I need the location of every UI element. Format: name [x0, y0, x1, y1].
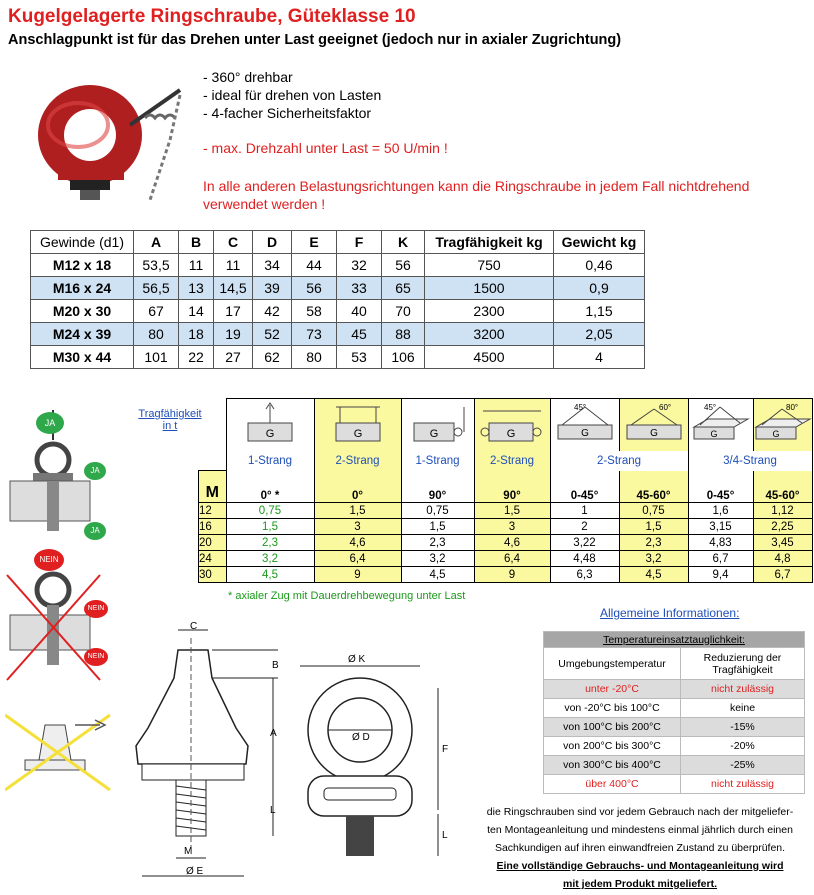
table-row: [199, 519, 813, 535]
col-header: E: [292, 231, 337, 254]
table-cell: 3,45: [753, 535, 812, 551]
table-cell: 2,3: [226, 535, 314, 551]
table-cell: 2300: [425, 300, 554, 323]
dim-d: Ø D: [352, 732, 370, 743]
table-cell: 9,4: [688, 567, 753, 583]
table-cell: 73: [292, 323, 337, 346]
table-cell: 1,5: [314, 503, 401, 519]
note-line: die Ringschrauben sind vor jedem Gebrauch nach der mitgeliefer-: [486, 806, 794, 818]
table-cell: 0,75: [401, 503, 474, 519]
table-cell: 52: [253, 323, 292, 346]
table-cell: 9: [314, 567, 401, 583]
table-row: [31, 346, 645, 369]
thread-m-label: M: [199, 471, 227, 503]
table-cell: 4,48: [550, 551, 619, 567]
col-header: F: [337, 231, 382, 254]
table-cell: M20 x 30: [31, 300, 134, 323]
capacity-link-line1: Tragfähigkeit: [138, 408, 202, 420]
direction-warning: In alle anderen Belastungsrichtungen kann die Ringschraube in jedem Fall nichtdrehend verwendet werden !: [203, 178, 750, 212]
table-row: [544, 680, 805, 699]
table-cell: 56: [382, 254, 425, 277]
angle-header: 0-45°: [688, 471, 753, 503]
temp-table-title: Temperatureinsatztauglichkeit:: [544, 632, 805, 648]
table-cell: 58: [292, 300, 337, 323]
table-cell: 1: [550, 503, 619, 519]
angle-header: 90°: [474, 471, 550, 503]
table-cell: 53: [337, 346, 382, 369]
table-cell: 40: [337, 300, 382, 323]
feature-2: - ideal für drehen von Lasten: [203, 87, 382, 103]
nein-badge: NEIN: [84, 600, 108, 618]
table-cell: 44: [292, 254, 337, 277]
capacity-link-line2: in t: [162, 420, 178, 432]
table-cell: 4,6: [314, 535, 401, 551]
table-cell: 17: [214, 300, 253, 323]
col-header: Reduzierung der Tragfähigkeit: [681, 648, 805, 680]
ring-screw-photo: [30, 50, 200, 200]
table-cell: 1,5: [226, 519, 314, 535]
table-row: [544, 737, 805, 756]
table-row: [31, 277, 645, 300]
angle-header: 90°: [401, 471, 474, 503]
table-cell: 14: [179, 300, 214, 323]
table-cell: 42: [253, 300, 292, 323]
angle-header: 0-45°: [550, 471, 619, 503]
note-line: ten Montageanleitung und mindestens einmal jährlich durch einen: [487, 824, 793, 836]
strand-label: 2-Strang: [550, 451, 688, 471]
table-cell: 2,25: [753, 519, 812, 535]
feature-3: - 4-facher Sicherheitsfaktor: [203, 105, 372, 121]
table-cell: 6,4: [314, 551, 401, 567]
angle-header: 0° *: [226, 471, 314, 503]
note-line: Sachkundigen auf ihren einwandfreien Zustand zu überprüfen.: [494, 842, 786, 854]
quad-45-icon: [690, 401, 752, 445]
dim-e: Ø E: [186, 866, 204, 877]
table-cell: 67: [134, 300, 179, 323]
table-cell: 53,5: [134, 254, 179, 277]
feature-1: - 360° drehbar: [203, 69, 293, 85]
table-cell: 18: [179, 323, 214, 346]
sling-icon-cell: [474, 399, 550, 451]
table-cell: 9: [474, 567, 550, 583]
table-cell: 22: [179, 346, 214, 369]
table-row: [199, 535, 813, 551]
table-cell: 2,3: [619, 535, 688, 551]
table-cell: 27: [214, 346, 253, 369]
table-cell: 14,5: [214, 277, 253, 300]
dim-a: A: [270, 728, 277, 739]
sling-icon-cell: [401, 399, 474, 451]
angle-header: 45-60°: [619, 471, 688, 503]
table-cell: 1,5: [474, 503, 550, 519]
table-cell: 4,5: [226, 567, 314, 583]
angle-header: 0°: [314, 471, 401, 503]
table-cell: 1500: [425, 277, 554, 300]
col-header: Umgebungstemperatur: [544, 648, 681, 680]
general-info-link[interactable]: Allgemeine Informationen:: [600, 606, 740, 620]
table-cell: 45: [337, 323, 382, 346]
table-cell: M24 x 39: [31, 323, 134, 346]
table-cell: 2: [550, 519, 619, 535]
table-cell: nicht zulässig: [681, 775, 805, 794]
ja-badge: JA: [84, 522, 106, 540]
table-cell: 70: [382, 300, 425, 323]
table-row: [544, 718, 805, 737]
table-cell: 1,15: [554, 300, 645, 323]
max-speed-note: - max. Drehzahl unter Last = 50 U/min !: [203, 140, 448, 156]
svg-text:G: G: [771, 429, 780, 440]
col-header: D: [253, 231, 292, 254]
angle-label: 45°: [703, 403, 716, 413]
table-cell: -15%: [681, 718, 805, 737]
table-cell: 80: [292, 346, 337, 369]
col-header: K: [382, 231, 425, 254]
double-side-pull-icon: [479, 401, 545, 445]
table-cell: 4,8: [753, 551, 812, 567]
table-cell: 1,6: [688, 503, 753, 519]
col-header: A: [134, 231, 179, 254]
table-row: [199, 503, 813, 519]
note-line: Eine vollständige Gebrauchs- und Montageanleitung wird: [496, 860, 784, 872]
table-cell: 3,2: [401, 551, 474, 567]
table-row: [199, 567, 813, 583]
strand-label: 1-Strang: [401, 451, 474, 471]
table-cell: 3,15: [688, 519, 753, 535]
axial-footnote: * axialer Zug mit Dauerdrehbewegung unter Last: [228, 590, 466, 602]
sling-icon-cell: [753, 399, 812, 451]
table-cell: 6,7: [688, 551, 753, 567]
single-strand-icon: [240, 401, 300, 445]
table-cell: von 300°C bis 400°C: [544, 756, 681, 775]
table-cell: 13: [179, 277, 214, 300]
table-cell: 11: [214, 254, 253, 277]
table-cell: 34: [253, 254, 292, 277]
table-row: [544, 775, 805, 794]
dimensions-table: [30, 230, 645, 369]
svg-text:G: G: [580, 428, 589, 440]
table-row: [31, 323, 645, 346]
table-cell: 1,5: [401, 519, 474, 535]
table-cell: 0,9: [554, 277, 645, 300]
table-cell: 101: [134, 346, 179, 369]
table-row: [31, 254, 645, 277]
table-cell: 30: [199, 567, 227, 583]
table-cell: über 400°C: [544, 775, 681, 794]
dim-c: C: [190, 621, 198, 632]
table-cell: 1,5: [619, 519, 688, 535]
angle-60-icon: [621, 401, 687, 445]
table-cell: 4,83: [688, 535, 753, 551]
col-header: Gewicht kg: [554, 231, 645, 254]
svg-text:G: G: [649, 428, 658, 440]
table-cell: 3: [314, 519, 401, 535]
table-cell: 4: [554, 346, 645, 369]
angle-label: 45°: [573, 403, 586, 413]
svg-text:G: G: [353, 428, 362, 441]
sling-icon-cell: [619, 399, 688, 451]
dim-k: Ø K: [348, 654, 366, 665]
strand-label: 2-Strang: [314, 451, 401, 471]
table-cell: 32: [337, 254, 382, 277]
table-cell: keine: [681, 699, 805, 718]
table-cell: von -20°C bis 100°C: [544, 699, 681, 718]
strand-label: 1-Strang: [226, 451, 314, 471]
table-cell: -20%: [681, 737, 805, 756]
page-subtitle: Anschlagpunkt ist für das Drehen unter Last geeignet (jedoch nur in axialer Zugrichtung): [8, 32, 622, 48]
table-cell: 3200: [425, 323, 554, 346]
strand-label: 3/4-Strang: [688, 451, 812, 471]
load-capacity-table: [198, 398, 813, 583]
table-cell: 4,5: [401, 567, 474, 583]
svg-text:G: G: [265, 428, 275, 441]
double-strand-icon: [328, 401, 388, 445]
side-pull-icon: [408, 401, 468, 445]
note-line: mit jedem Produkt mitgeliefert.: [562, 878, 718, 890]
nein-badge: NEIN: [34, 549, 64, 571]
table-cell: 24: [199, 551, 227, 567]
table-cell: 6,3: [550, 567, 619, 583]
svg-text:G: G: [506, 428, 516, 441]
technical-drawing: [128, 618, 468, 886]
table-cell: nicht zulässig: [681, 680, 805, 699]
table-cell: -25%: [681, 756, 805, 775]
table-cell: 106: [382, 346, 425, 369]
ja-badge: JA: [36, 412, 64, 434]
ja-badge: JA: [84, 462, 106, 480]
table-row: [544, 756, 805, 775]
table-row: [31, 300, 645, 323]
sling-icon-cell: [688, 399, 753, 451]
table-cell: 0,75: [619, 503, 688, 519]
table-cell: 2,3: [401, 535, 474, 551]
col-header: Gewinde (d1): [31, 231, 134, 254]
table-cell: 4500: [425, 346, 554, 369]
table-cell: 4,5: [619, 567, 688, 583]
table-row: [544, 699, 805, 718]
table-row: [199, 551, 813, 567]
table-cell: 3,2: [226, 551, 314, 567]
table-cell: 3: [474, 519, 550, 535]
table-cell: 62: [253, 346, 292, 369]
table-cell: 39: [253, 277, 292, 300]
table-cell: von 200°C bis 300°C: [544, 737, 681, 756]
table-cell: 6,4: [474, 551, 550, 567]
table-cell: 4,6: [474, 535, 550, 551]
col-header: C: [214, 231, 253, 254]
table-cell: 11: [179, 254, 214, 277]
table-cell: 3,2: [619, 551, 688, 567]
dim-b: B: [272, 660, 279, 671]
col-header: B: [179, 231, 214, 254]
table-cell: M30 x 44: [31, 346, 134, 369]
angle-label: 80°: [785, 403, 798, 413]
table-cell: 0,46: [554, 254, 645, 277]
nein-badge: NEIN: [84, 648, 108, 666]
angle-45-icon: [552, 401, 618, 445]
dim-l-front: L: [442, 830, 448, 841]
dim-m: M: [184, 846, 193, 857]
usage-illustrations: [5, 405, 120, 795]
angle-label: 60°: [658, 403, 671, 413]
table-cell: 16: [199, 519, 227, 535]
inspection-note: [470, 803, 810, 893]
table-cell: von 100°C bis 200°C: [544, 718, 681, 737]
table-cell: 750: [425, 254, 554, 277]
dim-f: F: [442, 744, 449, 755]
col-header: Tragfähigkeit kg: [425, 231, 554, 254]
table-cell: 3,22: [550, 535, 619, 551]
table-cell: 80: [134, 323, 179, 346]
page-title: Kugelgelagerte Ringschraube, Güteklasse 10: [8, 6, 416, 27]
quad-80-icon: [754, 401, 812, 445]
table-cell: 2,05: [554, 323, 645, 346]
table-cell: 33: [337, 277, 382, 300]
table-cell: M16 x 24: [31, 277, 134, 300]
table-cell: 65: [382, 277, 425, 300]
table-cell: M12 x 18: [31, 254, 134, 277]
table-cell: 56: [292, 277, 337, 300]
svg-text:G: G: [709, 429, 718, 440]
strand-label: 2-Strang: [474, 451, 550, 471]
table-cell: 20: [199, 535, 227, 551]
table-cell: unter -20°C: [544, 680, 681, 699]
sling-icon-cell: [314, 399, 401, 451]
table-cell: 1,12: [753, 503, 812, 519]
table-cell: 88: [382, 323, 425, 346]
table-cell: 6,7: [753, 567, 812, 583]
feature-list: [203, 68, 381, 122]
sling-icon-cell: [226, 399, 314, 451]
sling-icon-cell: [550, 399, 619, 451]
table-cell: 19: [214, 323, 253, 346]
temperature-table: [543, 631, 805, 794]
table-cell: 0,75: [226, 503, 314, 519]
table-cell: 56,5: [134, 277, 179, 300]
svg-text:G: G: [429, 428, 438, 441]
angle-header: 45-60°: [753, 471, 812, 503]
table-cell: 12: [199, 503, 227, 519]
dim-l: L: [270, 805, 276, 816]
